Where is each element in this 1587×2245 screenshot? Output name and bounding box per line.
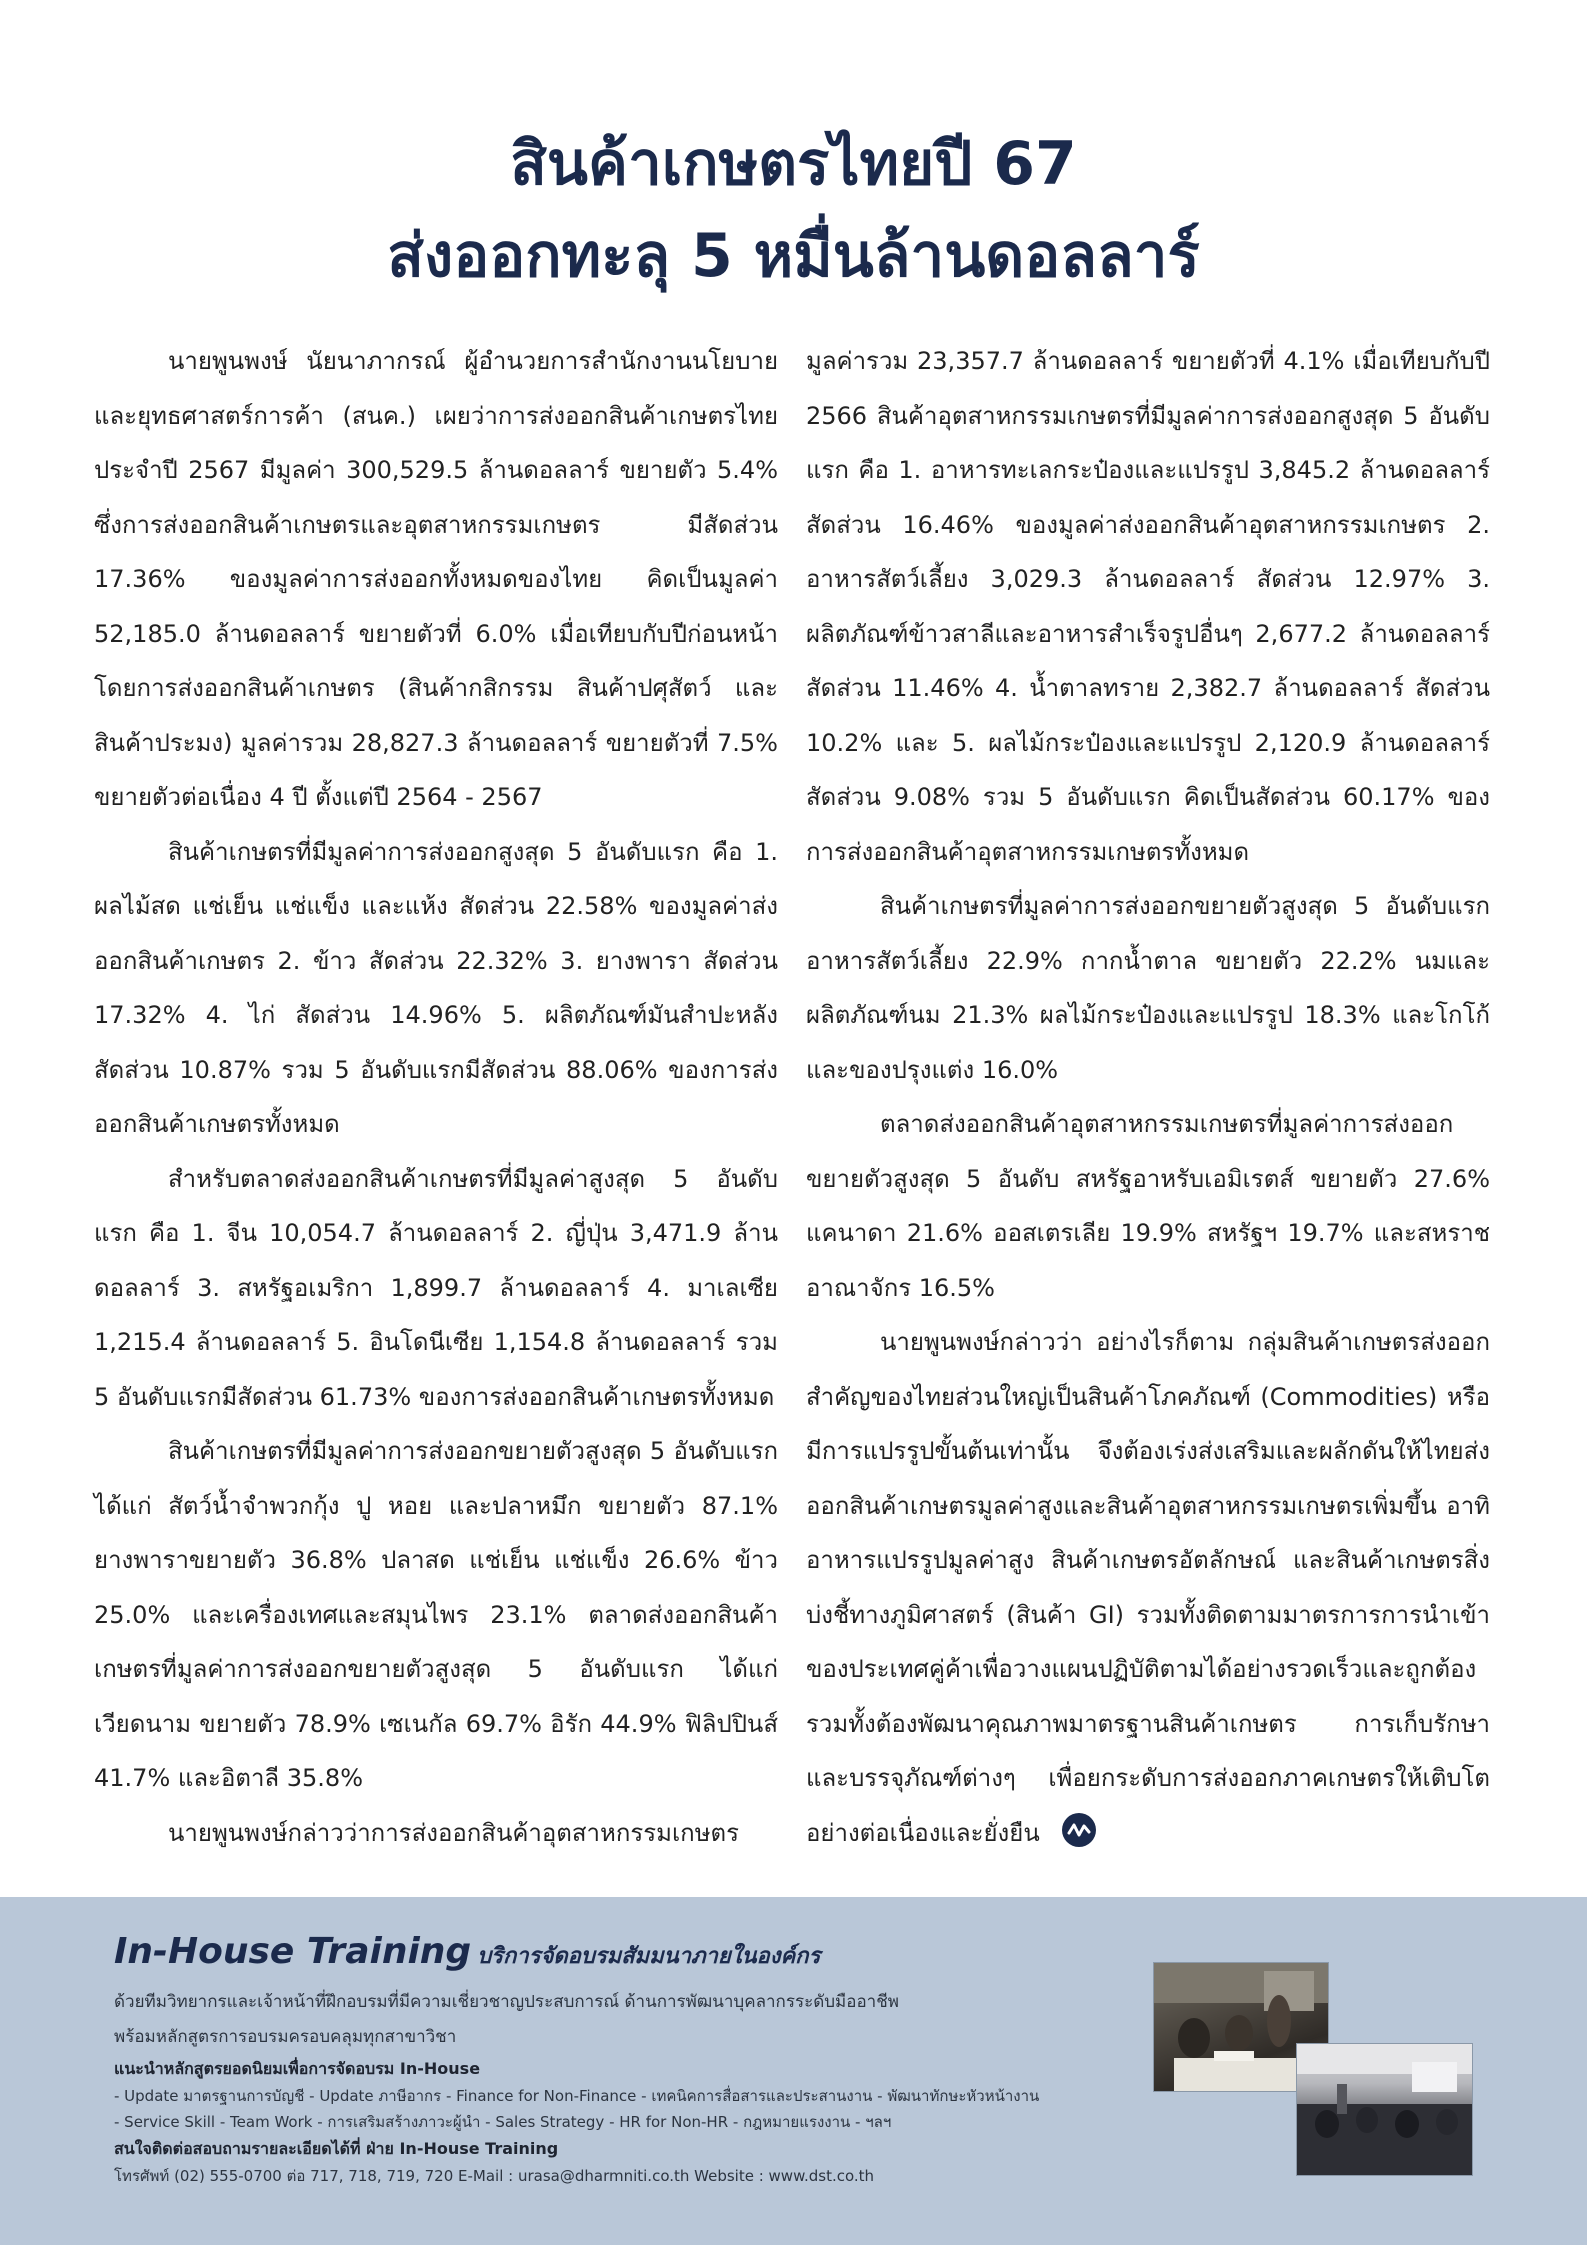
- brand-name: In-House Training: [114, 1931, 472, 1972]
- paragraph: นายพูนพงษ์ นัยนาภากรณ์ ผู้อำนวยการสำนักงานนโยบายและยุทธศาสตร์การค้า (สนค.) เผยว่าการส่งออกสินค้าเกษตรไทยประจำปี 2567 มีมูลค่า 300,529.5 ล้านดอลลาร์ ขยายตัว 5.4% ซึ่งการส่งออกสินค้าเกษตรและอุตสาหกรรมเกษตร มีสัดส่วน 17.36% ของมูลค่าการส่งออกทั้งหมดของไทย คิดเป็นมูลค่า 52,185.0 ล้านดอลลาร์ ขยายตัวที่ 6.0% เมื่อเทียบกับปีก่อนหน้า โดยการส่งออกสินค้าเกษตร (สินค้ากสิกรรม สินค้าปศุสัตว์ และสินค้าประมง) มูลค่ารวม 28,827.3 ล้านดอลลาร์ ขยายตัวที่ 7.5% ขยายตัวต่อเนื่อง 4 ปี ตั้งแต่ปี 2564 - 2567: [94, 347, 778, 811]
- paragraph: สำหรับตลาดส่งออกสินค้าเกษตรที่มีมูลค่าสูงสุด 5 อันดับแรก คือ 1. จีน 10,054.7 ล้านดอลลาร์ 2. ญี่ปุ่น 3,471.9 ล้านดอลลาร์ 3. สหรัฐอเมริกา 1,899.7 ล้านดอลลาร์ 4. มาเลเซีย 1,215.4 ล้านดอลลาร์ 5. อินโดนีเซีย 1,154.8 ล้านดอลลาร์ รวม 5 อันดับแรกมีสัดส่วน 61.73% ของการส่งออกสินค้าเกษตรทั้งหมด: [94, 1164, 778, 1411]
- footer-brand: [114, 1931, 820, 1973]
- contact-heading: สนใจติดต่อสอบถามรายละเอียดได้ที่ ฝ่าย In-House Training: [114, 2139, 559, 2158]
- left-column: [94, 334, 778, 1860]
- footer-line-2: พร้อมหลักสูตรการอบรมครอบคลุมทุกสาขาวิชา: [114, 2027, 457, 2047]
- paragraph: มูลค่ารวม 23,357.7 ล้านดอลลาร์ ขยายตัวที่ 4.1% เมื่อเทียบกับปี 2566 สินค้าอุตสาหกรรมเกษตรที่มีมูลค่าการส่งออกสูงสุด 5 อันดับแรก คือ 1. อาหารทะเลกระป๋องและแปรรูป 3,845.2 ล้านดอลลาร์ สัดส่วน 16.46% ของมูลค่าส่งออกสินค้าอุตสาหกรรมเกษตร 2. อาหารสัตว์เลี้ยง 3,029.3 ล้านดอลลาร์ สัดส่วน 12.97% 3. ผลิตภัณฑ์ข้าวสาลีและอาหารสำเร็จรูปอื่นๆ 2,677.2 ล้านดอลลาร์ สัดส่วน 11.46% 4. น้ำตาลทราย 2,382.7 ล้านดอลลาร์ สัดส่วน 10.2% และ 5. ผลไม้กระป๋องและแปรรูป 2,120.9 ล้านดอลลาร์ สัดส่วน 9.08% รวม 5 อันดับแรก คิดเป็นสัดส่วน 60.17% ของการส่งออกสินค้าอุตสาหกรรมเกษตรทั้งหมด: [806, 347, 1490, 866]
- paragraph-text: นายพูนพงษ์กล่าวว่า อย่างไรก็ตาม กลุ่มสินค้าเกษตรส่งออกสำคัญของไทยส่วนใหญ่เป็นสินค้าโภคภัณฑ์ (Commodities) หรือมีการแปรรูปขั้นต้นเท่านั้น จึงต้องเร่งส่งเสริมและผลักดันให้ไทยส่งออกสินค้าเกษตรมูลค่าสูงและสินค้าอุตสาหกรรมเกษตรเพิ่มขึ้น อาทิ อาหารแปรรูปมูลค่าสูง สินค้าเกษตรอัตลักษณ์ และสินค้าเกษตรสิ่งบ่งชี้ทางภูมิศาสตร์ (สินค้า GI) รวมทั้งติดตามมาตรการการนำเข้าของประเทศคู่ค้าเพื่อวางแผนปฏิบัติตามได้อย่างรวดเร็วและถูกต้อง รวมทั้งต้องพัฒนาคุณภาพมาตรฐานสินค้าเกษตร การเก็บรักษา และบรรจุภัณฑ์ต่างๆ เพื่อยกระดับการส่งออกภาคเกษตรให้เติบโตอย่างต่อเนื่องและยั่งยืน: [806, 1328, 1490, 1847]
- footer-line-1: ด้วยทีมวิทยากรและเจ้าหน้าที่ฝึกอบรมที่มีความเชี่ยวชาญประสบการณ์ ด้านการพัฒนาบุคลากรระดับมืออาชีพ: [114, 1992, 899, 2012]
- paragraph: สินค้าเกษตรที่มูลค่าการส่งออกขยายตัวสูงสุด 5 อันดับแรก อาหารสัตว์เลี้ยง 22.9% กากน้ำตาล ขยายตัว 22.2% นมและผลิตภัณฑ์นม 21.3% ผลไม้กระป๋องและแปรรูป 18.3% และโกโก้และของปรุงแต่ง 16.0%: [806, 892, 1490, 1084]
- paragraph-last: [806, 1315, 1490, 1860]
- paragraph: สินค้าเกษตรที่มีมูลค่าการส่งออกขยายตัวสูงสุด 5 อันดับแรก ได้แก่ สัตว์น้ำจำพวกกุ้ง ปู หอย และปลาหมึก ขยายตัว 87.1% ยางพาราขยายตัว 36.8% ปลาสด แช่เย็น แช่แข็ง 26.6% ข้าว 25.0% และเครื่องเทศและสมุนไพร 23.1% ตลาดส่งออกสินค้าเกษตรที่มูลค่าการส่งออกขยายตัวสูงสุด 5 อันดับแรก ได้แก่ เวียดนาม ขยายตัว 78.9% เซเนกัล 69.7% อิรัก 44.9% ฟิลิปปินส์ 41.7% และอิตาลี 35.8%: [94, 1437, 778, 1792]
- footer-text: [114, 1985, 1144, 2189]
- title-line-2: ส่งออกทะลุ 5 หมื่นล้านดอลลาร์: [387, 221, 1200, 291]
- course-list-1: - Update มาตรฐานการบัญชี - Update ภาษีอากร - Finance for Non-Finance - เทคนิคการสื่อสารและประสานงาน - พัฒนาทักษะหัวหน้างาน: [114, 2087, 1040, 2105]
- training-photo-2: [1296, 2043, 1473, 2176]
- course-list-2: - Service Skill - Team Work - การเสริมสร้างภาวะผู้นำ - Sales Strategy - HR for Non-HR - กฎหมายแรงงาน - ฯลฯ: [114, 2113, 892, 2131]
- title-line-1: สินค้าเกษตรไทยปี 67: [510, 129, 1077, 199]
- contact-info: โทรศัพท์ (02) 555-0700 ต่อ 717, 718, 719, 720 E-Mail : urasa@dharmniti.co.th Website : www.dst.co.th: [114, 2167, 875, 2185]
- brand-logo-icon: [1062, 1813, 1096, 1847]
- article-title: [0, 118, 1587, 302]
- paragraph: ตลาดส่งออกสินค้าอุตสาหกรรมเกษตรที่มูลค่าการส่งออกขยายตัวสูงสุด 5 อันดับ สหรัฐอาหรับเอมิเรตส์ ขยายตัว 27.6% แคนาดา 21.6% ออสเตรเลีย 19.9% สหรัฐฯ 19.7% และสหราชอาณาจักร 16.5%: [806, 1110, 1490, 1302]
- recommend-heading: แนะนำหลักสูตรยอดนิยมเพื่อการจัดอบรม In-House: [114, 2059, 481, 2078]
- footer-ad: [0, 1897, 1587, 2245]
- paragraph: สินค้าเกษตรที่มีมูลค่าการส่งออกสูงสุด 5 อันดับแรก คือ 1. ผลไม้สด แช่เย็น แช่แข็ง และแห้ง สัดส่วน 22.58% ของมูลค่าส่งออกสินค้าเกษตร 2. ข้าว สัดส่วน 22.32% 3. ยางพารา สัดส่วน 17.32% 4. ไก่ สัดส่วน 14.96% 5. ผลิตภัณฑ์มันสำปะหลัง สัดส่วน 10.87% รวม 5 อันดับแรกมีสัดส่วน 88.06% ของการส่งออกสินค้าเกษตรทั้งหมด: [94, 837, 778, 1138]
- paragraph: นายพูนพงษ์กล่าวว่าการส่งออกสินค้าอุตสาหกรรมเกษตร: [168, 1818, 739, 1847]
- right-column: [806, 334, 1490, 1860]
- brand-subtitle: บริการจัดอบรมสัมมนาภายในองค์กร: [477, 1944, 821, 1969]
